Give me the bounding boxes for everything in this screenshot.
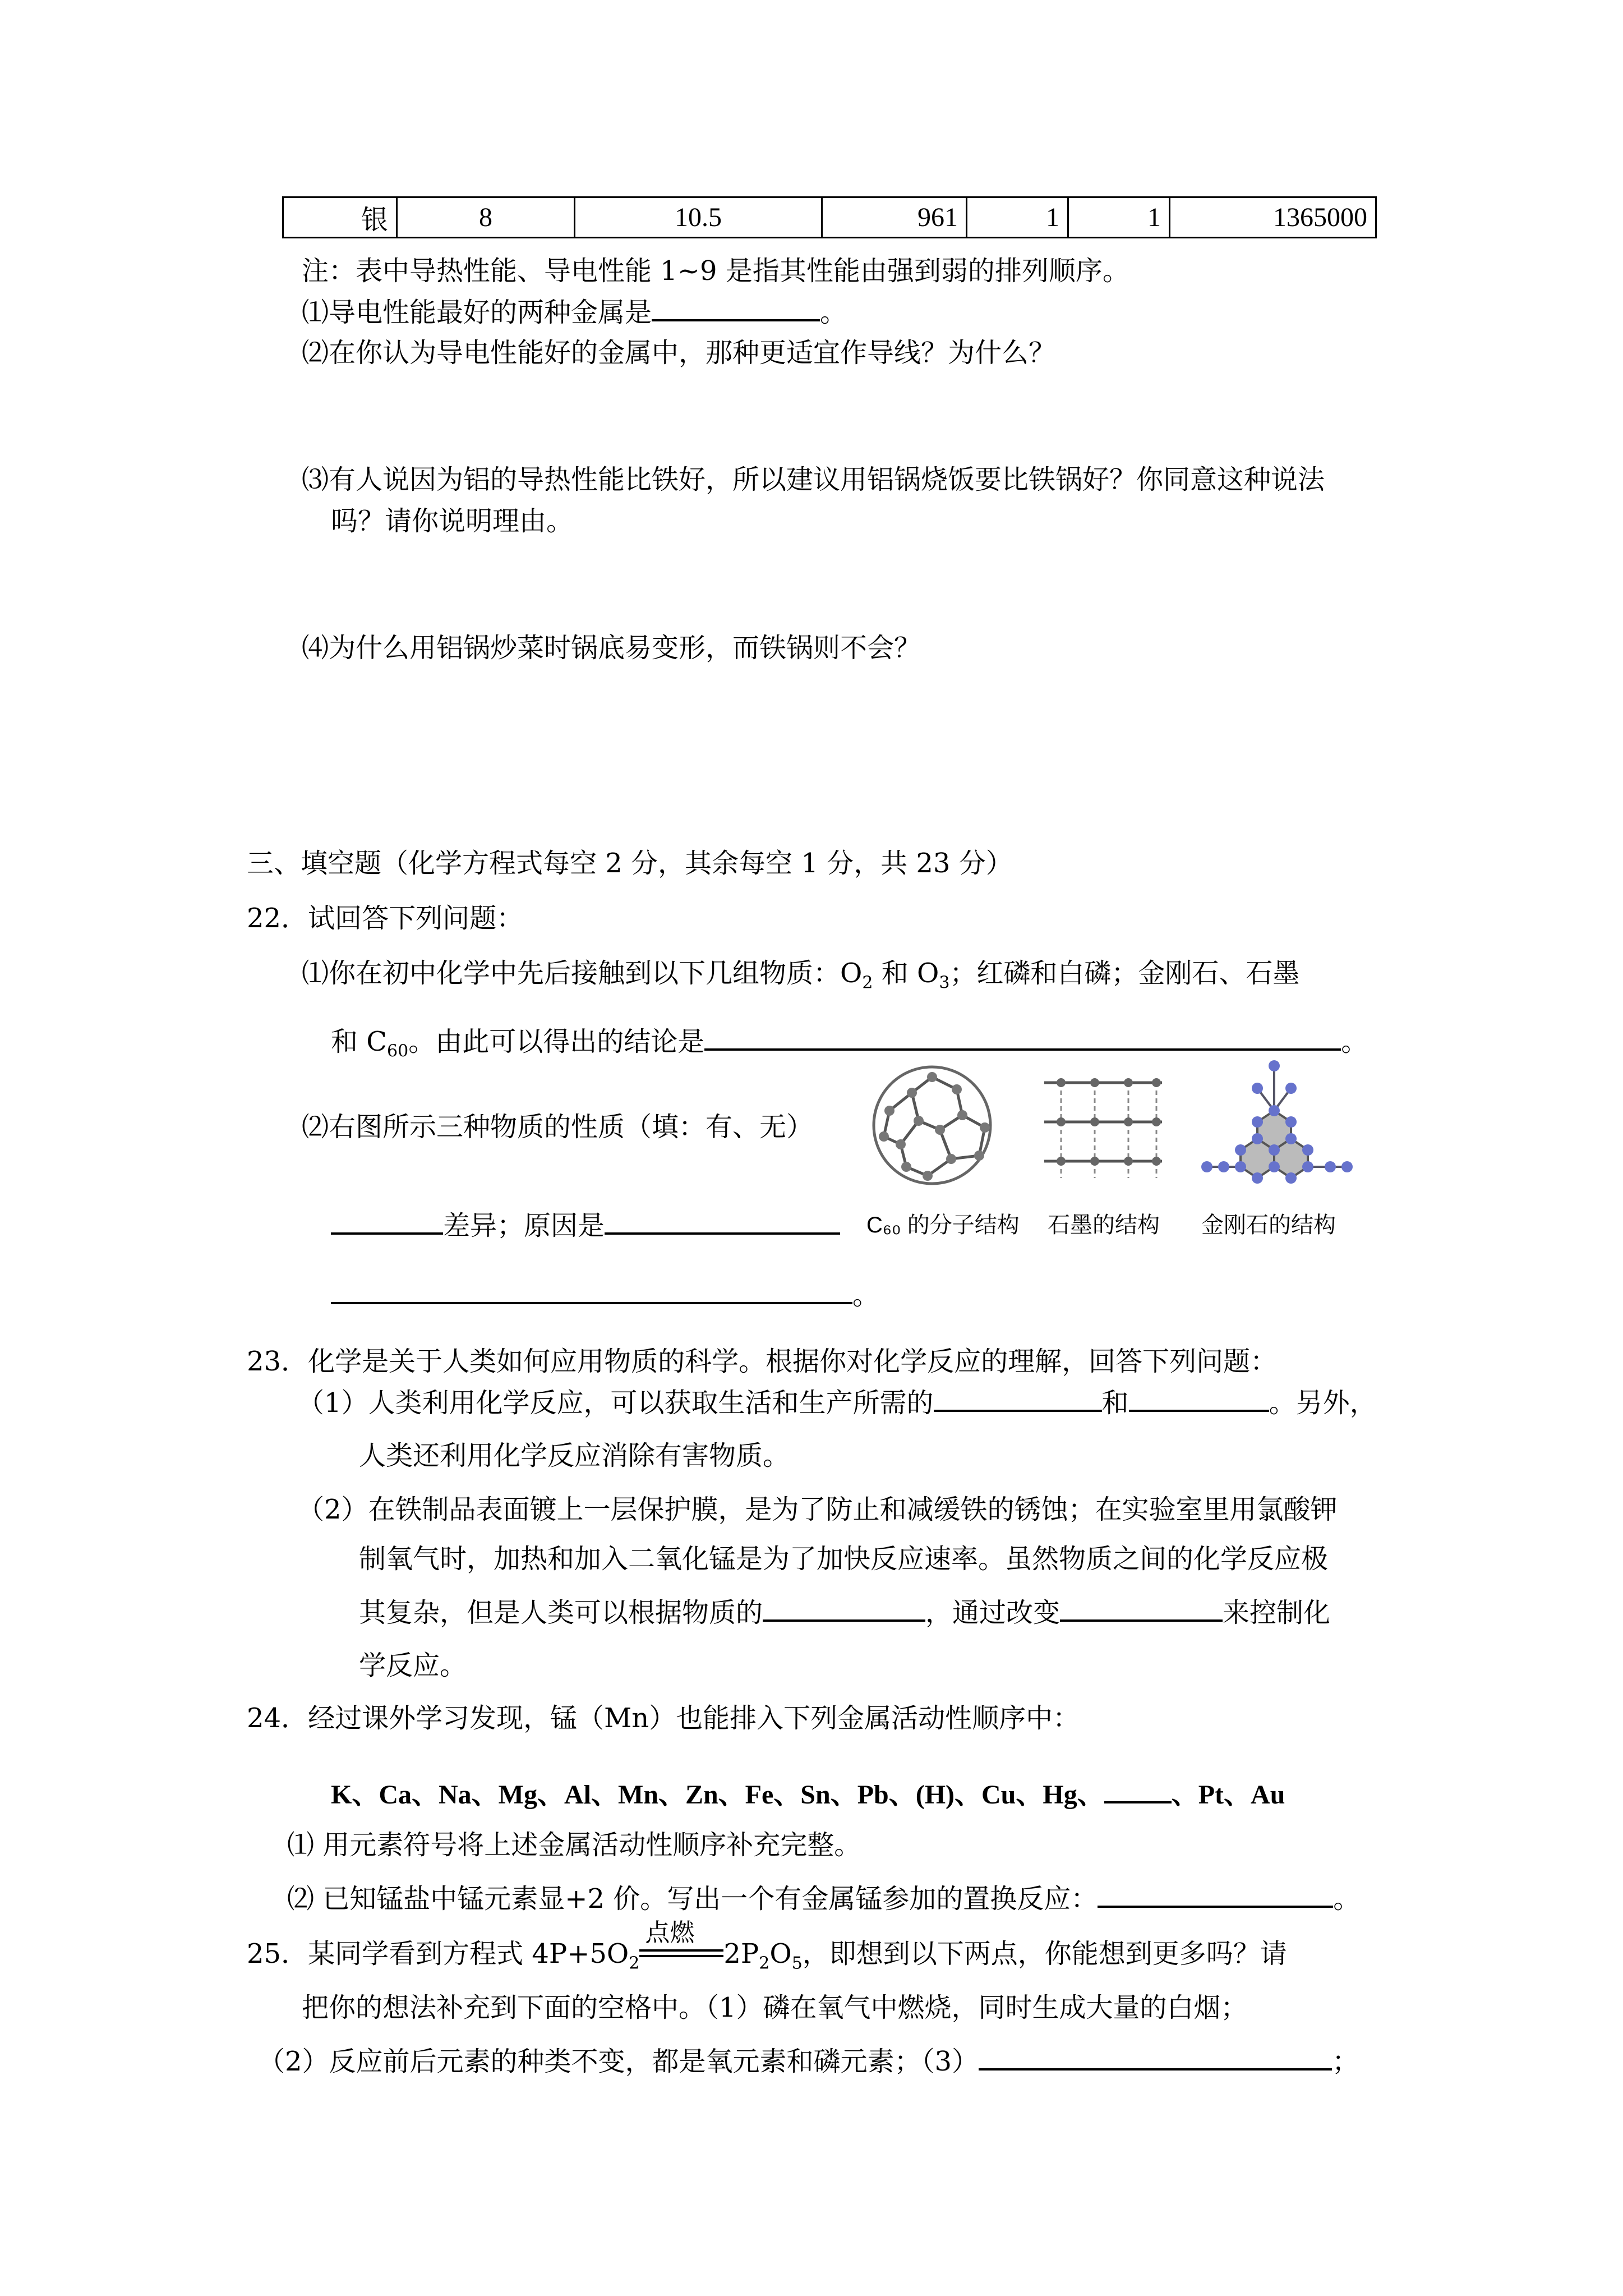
q22-p1-end: 。 bbox=[1341, 1026, 1368, 1057]
activity-series-text-a: K、Ca、Na、Mg、Al、Mn、Zn、Fe、Sn、Pb、(H)、Cu、Hg、 bbox=[331, 1780, 1104, 1810]
table-cell: 10.5 bbox=[575, 197, 822, 238]
subscript: 2 bbox=[629, 1953, 640, 1973]
table-cell: 961 bbox=[822, 197, 967, 238]
table-cell: 1365000 bbox=[1170, 197, 1376, 238]
graphite-structure-image bbox=[1039, 1066, 1169, 1189]
q25-text-a: 25．某同学看到方程式 4P+5O bbox=[247, 1938, 629, 1970]
table-cell: 8 bbox=[397, 197, 575, 238]
metal-properties-table bbox=[282, 196, 1377, 238]
equals-line-top bbox=[639, 1949, 723, 1952]
caption-diamond: 金刚石的结构 bbox=[1201, 1213, 1336, 1237]
reaction-condition: 点燃 bbox=[645, 1918, 695, 1947]
q22-p2-text-b: 差异；原因是 bbox=[443, 1210, 605, 1241]
q21-part1 bbox=[302, 291, 847, 329]
equals-line-bottom bbox=[639, 1955, 723, 1957]
caption-c60: C₆₀ 的分子结构 bbox=[866, 1213, 1020, 1237]
q21-part3-line1: ⑶有人说因为铝的导热性能比铁好，所以建议用铝锅烧饭要比铁锅好？你同意这种说法 bbox=[302, 464, 1325, 495]
q23-p2-text-c: 来控制化 bbox=[1223, 1597, 1331, 1628]
q23-p1-and: 和 bbox=[1101, 1387, 1129, 1419]
q21-part3-line2: 吗？请你说明理由。 bbox=[331, 505, 574, 537]
q23-part2-line2: 制氧气时，加热和加入二氧化锰是为了加快反应速率。虽然物质之间的化学反应极 bbox=[359, 1543, 1329, 1575]
q23-part2-line4: 学反应。 bbox=[359, 1650, 467, 1681]
q21-part4: ⑷为什么用铝锅炒菜时锅底易变形，而铁锅则不会？ bbox=[302, 632, 921, 664]
diamond-structure-image bbox=[1196, 1055, 1358, 1189]
q24-part2 bbox=[287, 1877, 1360, 1916]
q25-line3-text: （2）反应前后元素的种类不变，都是氧元素和磷元素；（3） bbox=[258, 2046, 979, 2077]
caption-graphite: 石墨的结构 bbox=[1048, 1213, 1160, 1237]
activity-series bbox=[331, 1773, 1285, 1811]
q22-p1-text-e: 。由此可以得出的结论是 bbox=[408, 1026, 705, 1057]
q23-p1-text-b: 。另外， bbox=[1269, 1387, 1377, 1419]
answer-blank[interactable] bbox=[331, 1212, 443, 1235]
q23-p1-text-a: （1）人类利用化学反应，可以获取生活和生产所需的 bbox=[297, 1387, 934, 1419]
table-row bbox=[283, 197, 1376, 238]
activity-series-text-b: 、Pt、Au bbox=[1171, 1780, 1285, 1810]
q23-p2-text-b: ，通过改变 bbox=[925, 1597, 1061, 1628]
answer-blank[interactable] bbox=[331, 1282, 852, 1304]
q23-part1-line1 bbox=[297, 1381, 1377, 1420]
table-cell: 1 bbox=[967, 197, 1068, 238]
answer-blank[interactable] bbox=[763, 1599, 925, 1622]
subscript: 5 bbox=[791, 1953, 803, 1973]
answer-blank[interactable] bbox=[605, 1212, 840, 1235]
subscript: 3 bbox=[939, 973, 950, 993]
q23-title: 23．化学是关于人类如何应用物质的科学。根据你对化学反应的理解，回答下列问题： bbox=[247, 1346, 1278, 1377]
answer-blank[interactable] bbox=[979, 2048, 1332, 2070]
q25-line3-end: ； bbox=[1332, 2046, 1359, 2077]
q22-p2-end: 。 bbox=[852, 1280, 880, 1311]
q22-part1-line1 bbox=[302, 951, 1299, 993]
q22-title: 22．试回答下列问题： bbox=[247, 903, 524, 934]
q24-part1: ⑴ 用元素符号将上述金属活动性顺序补充完整。 bbox=[287, 1829, 861, 1861]
q25-line1 bbox=[247, 1918, 1287, 1973]
q23-part1-line2: 人类还利用化学反应消除有害物质。 bbox=[359, 1440, 790, 1471]
q21-part1-end: 。 bbox=[820, 297, 847, 328]
q22-p1-text-a: ⑴你在初中化学中先后接触到以下几组物质：O bbox=[302, 958, 863, 989]
q22-part2-line1: ⑵右图所示三种物质的性质（填：有、无） bbox=[302, 1111, 814, 1143]
answer-blank[interactable] bbox=[1060, 1599, 1223, 1622]
answer-blank[interactable] bbox=[934, 1389, 1102, 1412]
c60-structure-image bbox=[867, 1060, 997, 1190]
q22-p1-text-c: ；红磷和白磷；金刚石、石墨 bbox=[949, 958, 1300, 989]
q22-p1-text-d: 和 C bbox=[331, 1026, 387, 1057]
q25-line2: 把你的想法补充到下面的空格中。（1）磷在氧气中燃烧，同时生成大量的白烟； bbox=[302, 1992, 1248, 2023]
q25-text-b: 2P bbox=[723, 1938, 759, 1970]
section3-title: 三、填空题（化学方程式每空 2 分，其余每空 1 分，共 23 分） bbox=[247, 848, 1013, 879]
table-cell: 1 bbox=[1068, 197, 1170, 238]
reaction-arrow bbox=[639, 1918, 723, 1963]
q21-part2: ⑵在你认为导电性能好的金属中，那种更适宜作导线？为什么？ bbox=[302, 337, 1056, 369]
answer-blank[interactable] bbox=[1098, 1885, 1333, 1908]
subscript: 60 bbox=[387, 1041, 409, 1061]
table-cell: 银 bbox=[283, 197, 397, 238]
q25-text-d: ，即想到以下两点，你能想到更多吗？请 bbox=[802, 1938, 1287, 1970]
q25-line3 bbox=[258, 2040, 1359, 2078]
subscript: 2 bbox=[759, 1953, 770, 1973]
q24-p2-end: 。 bbox=[1333, 1883, 1361, 1915]
subscript: 2 bbox=[862, 973, 873, 993]
q22-p1-text-b: 和 O bbox=[873, 958, 939, 989]
answer-blank[interactable] bbox=[1129, 1389, 1269, 1412]
answer-blank[interactable] bbox=[704, 1028, 1341, 1051]
answer-blank[interactable] bbox=[1104, 1781, 1172, 1803]
q23-part2-line1: （2）在铁制品表面镀上一层保护膜，是为了防止和减缓铁的锈蚀；在实验室里用氯酸钾 bbox=[297, 1494, 1338, 1525]
q25-text-c: O bbox=[769, 1938, 792, 1970]
table-note: 注：表中导热性能、导电性能 1~9 是指其性能由强到弱的排列顺序。 bbox=[302, 255, 1129, 287]
answer-blank[interactable] bbox=[652, 299, 820, 321]
q23-p2-text-a: 其复杂，但是人类可以根据物质的 bbox=[359, 1597, 763, 1628]
q22-part2-line3 bbox=[331, 1273, 879, 1312]
q22-part2-line2 bbox=[331, 1204, 840, 1243]
q23-part2-line3 bbox=[359, 1591, 1330, 1630]
q24-title: 24．经过课外学习发现，锰（Mn）也能排入下列金属活动性顺序中： bbox=[247, 1703, 1080, 1734]
q21-part1-text: ⑴导电性能最好的两种金属是 bbox=[302, 297, 652, 328]
q24-p2-text: ⑵ 已知锰盐中锰元素显+2 价。写出一个有金属锰参加的置换反应： bbox=[287, 1883, 1098, 1915]
